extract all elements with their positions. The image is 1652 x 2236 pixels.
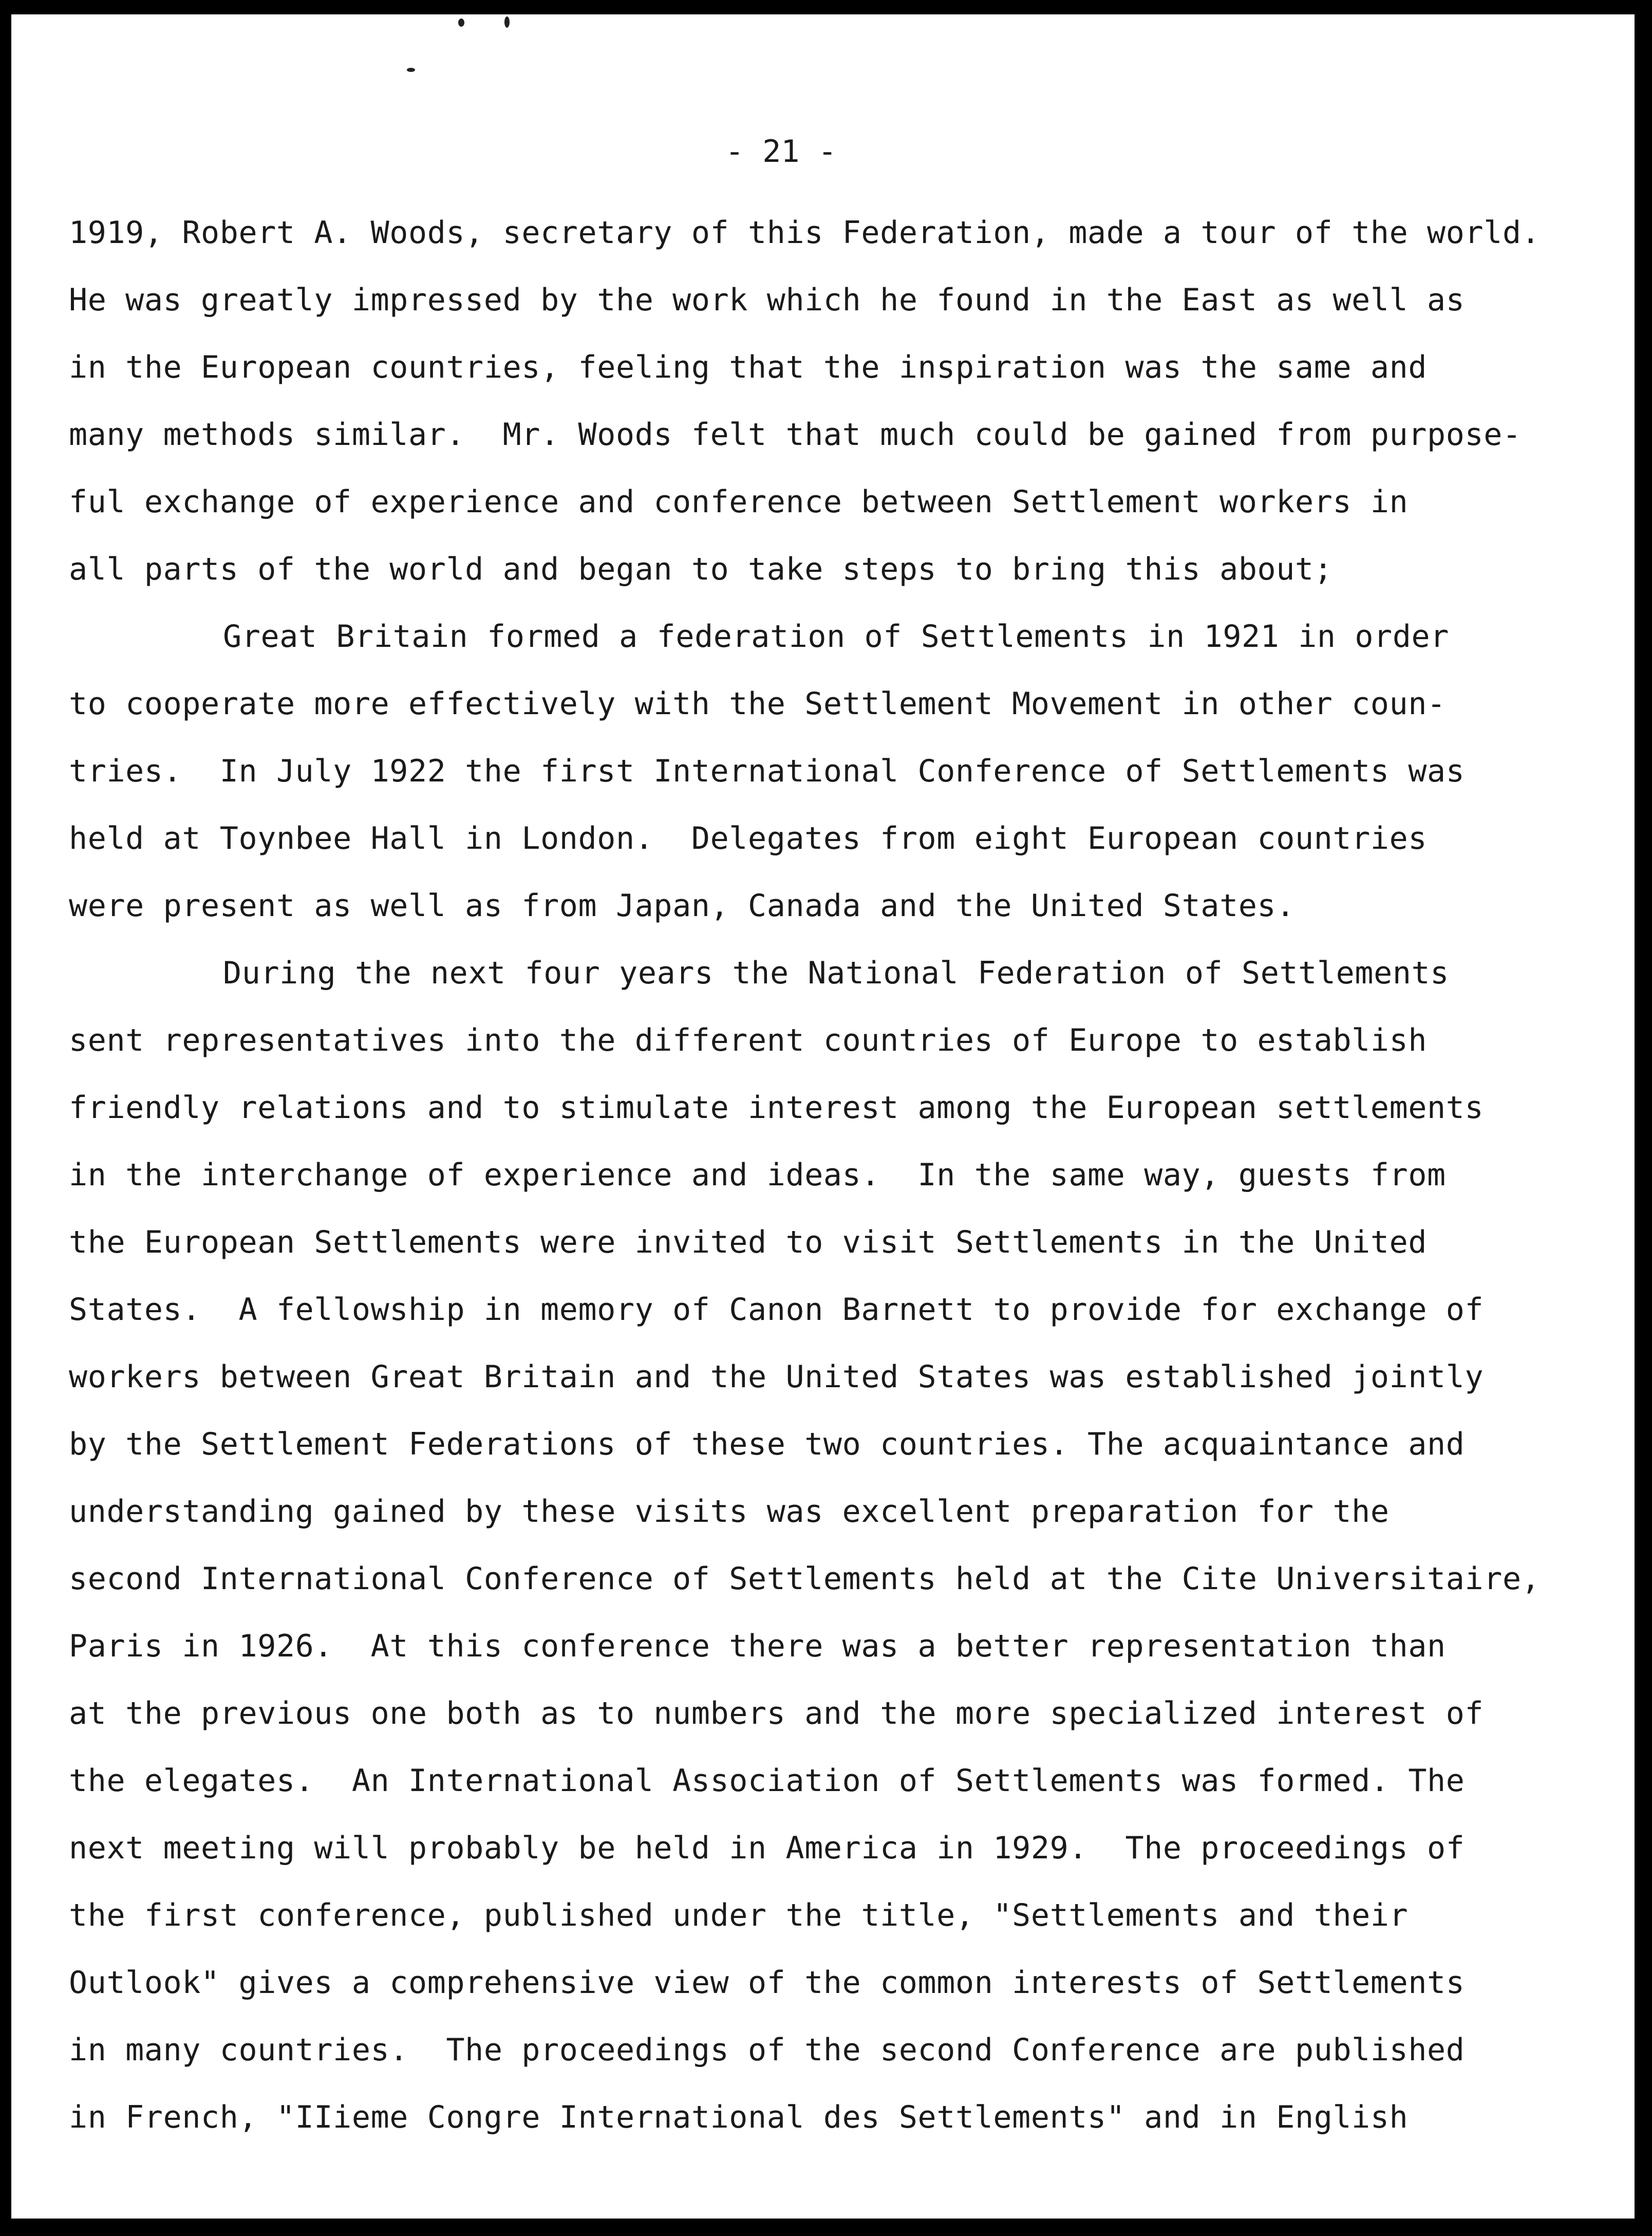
ink-speck [458,18,464,27]
text-line: second International Conference of Settlements held at the Cite Universitaire, [69,1561,1541,1597]
text-line: tries. In July 1922 the first International Conference of Settlements was [69,753,1465,789]
text-line: Paris in 1926. At this conference there was a better representation than [69,1628,1446,1664]
document-page [11,14,1635,2219]
text-line: many methods similar. Mr. Woods felt that much could be gained from purpose- [69,417,1522,453]
text-line: in French, "IIieme Congre International des Settlements" and in English [69,2099,1409,2135]
paragraph-start-line: During the next four years the National Federation of Settlements [223,955,1449,991]
text-line: the first conference, published under the title, "Settlements and their [69,1897,1409,1933]
text-line: He was greatly impressed by the work which he found in the East as well as [69,282,1465,318]
text-line: were present as well as from Japan, Canada and the United States. [69,888,1295,924]
text-line: at the previous one both as to numbers and the more specialized interest of [69,1695,1484,1731]
page-number: - 21 - [725,134,837,170]
text-line: States. A fellowship in memory of Canon Barnett to provide for exchange of [69,1292,1484,1328]
text-line: to cooperate more effectively with the Settlement Movement in other coun- [69,686,1446,722]
text-line: sent representatives into the different countries of Europe to establish [69,1022,1428,1058]
text-line: workers between Great Britain and the United States was established jointly [69,1359,1484,1395]
body-text [69,199,1615,2151]
text-line: the European Settlements were invited to visit Settlements in the United [69,1224,1428,1260]
text-line: in many countries. The proceedings of the second Conference are published [69,2032,1465,2068]
text-line: understanding gained by these visits was excellent preparation for the [69,1494,1390,1530]
paragraph-start-line: Great Britain formed a federation of Settlements in 1921 in order [223,619,1449,655]
text-line: 1919, Robert A. Woods, secretary of this Federation, made a tour of the world. [69,215,1541,251]
text-line: next meeting will probably be held in America in 1929. The proceedings of [69,1830,1465,1866]
text-line: the elegates. An International Association of Settlements was formed. The [69,1763,1465,1799]
ink-speck [504,16,510,28]
text-line: friendly relations and to stimulate interest among the European settlements [69,1090,1484,1126]
text-line: Outlook" gives a comprehensive view of the common interests of Settlements [69,1965,1465,2001]
text-line: held at Toynbee Hall in London. Delegates from eight European countries [69,821,1428,856]
text-line: ful exchange of experience and conference between Settlement workers in [69,484,1409,520]
text-line: in the European countries, feeling that the inspiration was the same and [69,349,1428,385]
text-line: in the interchange of experience and ideas. In the same way, guests from [69,1157,1446,1193]
text-line: by the Settlement Federations of these two countries. The acquaintance and [69,1426,1465,1462]
text-line: all parts of the world and began to take steps to bring this about; [69,551,1333,587]
ink-speck [407,68,415,72]
